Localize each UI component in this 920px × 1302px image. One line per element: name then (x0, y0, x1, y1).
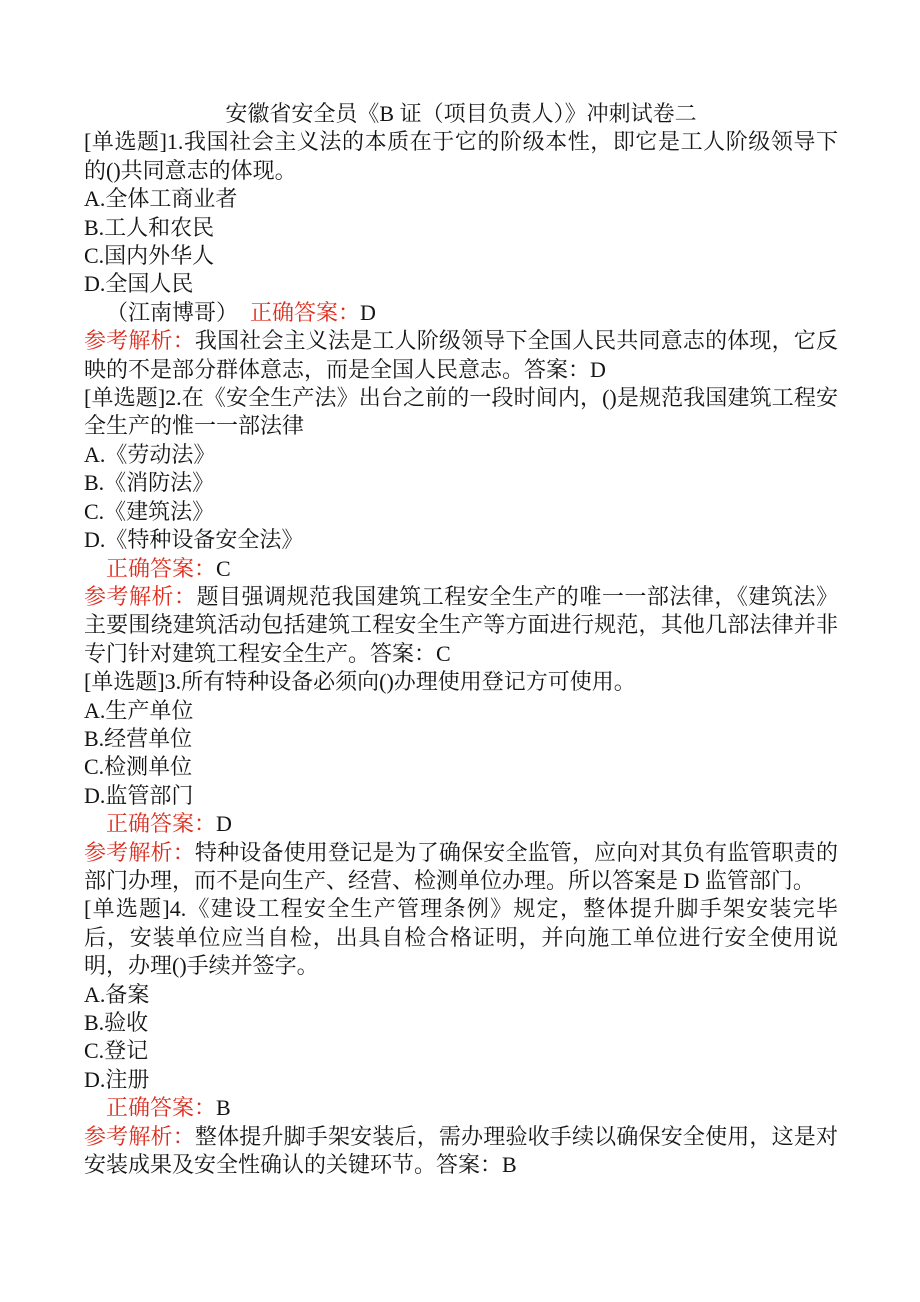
analysis-line (84, 839, 838, 896)
answer-line (84, 299, 838, 327)
analysis-text: 特种设备使用登记是为了确保安全监管，应向对其负有监管职责的部门办理，而不是向生产、经营、检测单位办理。所以答案是 D 监管部门。 (84, 839, 838, 893)
option-b: B.工人和农民 (84, 214, 215, 240)
option-d: D.监管部门 (84, 782, 194, 808)
analysis-line (84, 583, 838, 668)
answer-line (84, 555, 838, 583)
question-block-2 (84, 384, 838, 668)
correct-answer-label: 正确答案： (106, 555, 217, 581)
correct-answer-label: 正确答案： (250, 299, 361, 325)
question-stem: [单选题]3.所有特种设备必须向()办理使用登记方可使用。 (84, 669, 636, 695)
analysis-label: 参考解析： (84, 839, 195, 865)
option-a: A.《劳动法》 (84, 441, 216, 467)
correct-answer-value: D (216, 811, 232, 837)
analysis-label: 参考解析： (84, 583, 197, 609)
answer-line (84, 810, 838, 838)
option-c: C.《建筑法》 (84, 498, 215, 524)
correct-answer-value: B (216, 1095, 231, 1121)
analysis-line (84, 1123, 838, 1180)
option-c: C.检测单位 (84, 754, 193, 780)
correct-answer-value: C (216, 555, 231, 581)
analysis-label: 参考解析： (84, 1123, 195, 1149)
correct-answer-value: D (360, 299, 376, 325)
option-a: A.备案 (84, 981, 150, 1007)
analysis-text: 整体提升脚手架安装后，需办理验收手续以确保安全使用，这是对安装成果及安全性确认的关键环节。答案：B (84, 1123, 838, 1178)
option-a: A.生产单位 (84, 697, 194, 723)
option-b: B.《消防法》 (84, 470, 215, 496)
answer-line (84, 1094, 838, 1122)
analysis-line (84, 327, 838, 384)
option-b: B.验收 (84, 1010, 149, 1035)
option-d: D.注册 (84, 1066, 150, 1092)
question-block-1 (84, 128, 838, 384)
option-c: C.国内外华人 (84, 243, 215, 269)
analysis-text: 我国社会主义法是工人阶级领导下全国人民共同意志的体现，它反映的不是部分群体意志，而是全国人民意志。答案：D (84, 328, 838, 382)
question-stem: [单选题]1.我国社会主义法的本质在于它的阶级本性，即它是工人阶级领导下的()共同意志的体现。 (84, 129, 838, 183)
option-a: A.全体工商业者 (84, 186, 238, 212)
page-title: 安徽省安全员《B 证（项目负责人）》冲刺试卷二 (225, 101, 697, 126)
correct-answer-label: 正确答案： (106, 811, 217, 837)
analysis-text: 题目强调规范我国建筑工程安全生产的唯一一部法律，《建筑法》主要围绕建筑活动包括建筑工程安全生产等方面进行规范，其他几部法律并非专门针对建筑工程安全生产。答案：C (84, 583, 838, 666)
question-block-4 (84, 895, 838, 1179)
option-d: D.《特种设备安全法》 (84, 527, 304, 553)
question-stem: [单选题]4.《建设工程安全生产管理条例》规定，整体提升脚手架安装完毕后，安装单位应当自检，出具自检合格证明，并向施工单位进行安全使用说明，办理()手续并签字。 (84, 896, 838, 979)
option-d: D.全国人民 (84, 271, 194, 297)
analysis-label: 参考解析： (84, 328, 195, 354)
watermark-text: （江南博哥） (106, 299, 239, 325)
question-block-3 (84, 668, 838, 895)
option-c: C.登记 (84, 1038, 149, 1064)
option-b: B.经营单位 (84, 725, 193, 751)
question-stem: [单选题]2.在《安全生产法》出台之前的一段时间内，()是规范我国建筑工程安全生产的惟一一部法律 (84, 385, 838, 439)
correct-answer-label: 正确答案： (106, 1095, 217, 1121)
